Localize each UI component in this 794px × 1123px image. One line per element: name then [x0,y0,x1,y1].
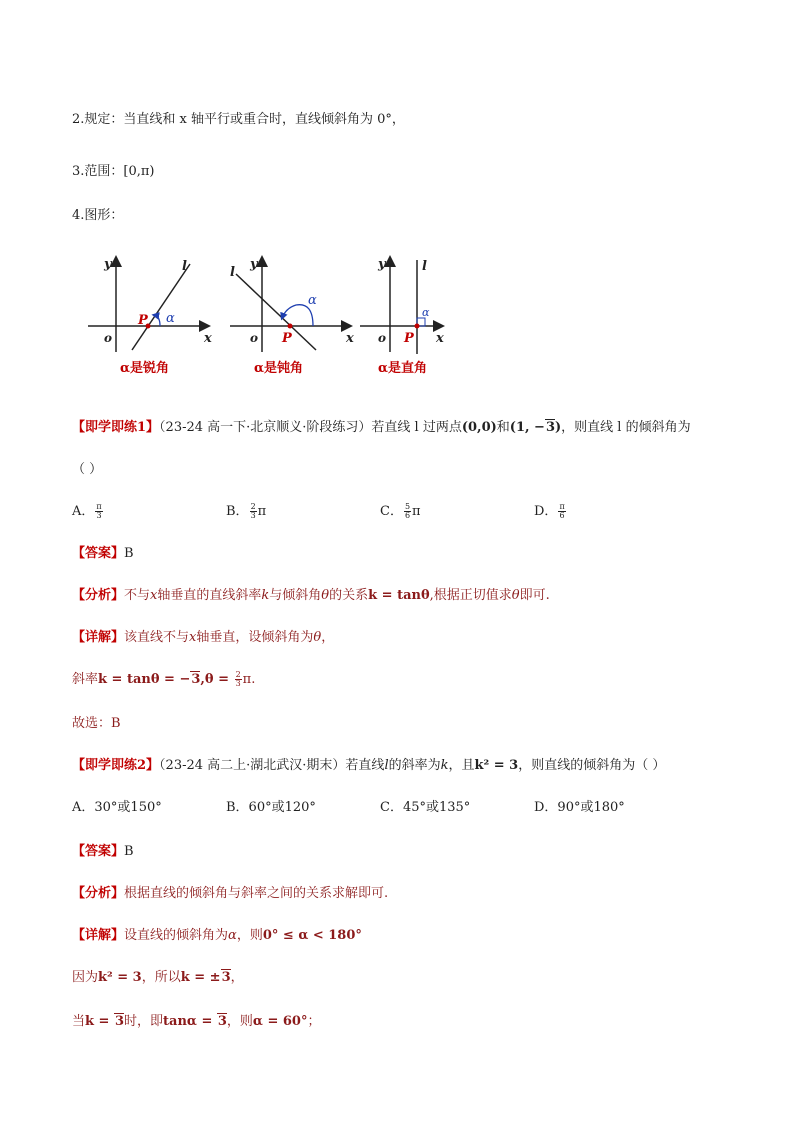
q1-paren: （ ） [72,462,103,477]
q1-stem: 【即学即练1】（23-24 高一下·北京顺义·阶段练习）若直线 l 过两点(0,0)和(1, −3)，则直线 l 的倾斜角为 [72,420,691,435]
caption-acute: α是锐角 [120,361,170,376]
rule-4: 4.图形： [72,208,124,223]
q2-detail: 【详解】设直线的倾斜角为α，则0° ≤ α < 180° [72,928,362,943]
q1-analysis: 【分析】不与x轴垂直的直线斜率k与倾斜角θ的关系k = tanθ,根据正切值求θ即可. [72,588,550,603]
q1-slope: 斜率k = tanθ = −3,θ = $\frac{2}{3}$ π. [72,670,256,688]
svg-text:o: o [378,331,387,345]
rule-3: 3.范围：[0,π) [72,164,155,179]
q2-answer: 【答案】B [72,844,134,859]
alpha-label: α [166,311,175,326]
svg-text:P: P [404,331,414,346]
q2-when: 当k = 3时，即tanα = 3，则α = 60°； [72,1014,321,1029]
q2-stem: 【即学即练2】（23-24 高二上·湖北武汉·期末）若直线l的斜率为k，且k² = 3，则直线的倾斜角为（ ） [72,758,666,773]
svg-text:o: o [250,331,259,345]
x-label: x [204,331,212,346]
q1-answer: 【答案】B [72,546,134,561]
q2-option-a[interactable]: A．30°或150° [72,800,162,815]
figure-right [356,250,496,380]
svg-text:y: y [250,257,258,272]
line-l [132,264,190,350]
q2-analysis: 【分析】根据直线的倾斜角与斜率之间的关系求解即可. [72,886,389,901]
svg-text:l: l [230,265,235,280]
y-label: y [104,257,112,272]
q1-option-b[interactable]: B． $\frac{2}{3}$ π [226,502,267,520]
q1-option-a[interactable]: A． $\frac{\pi}{3}$ [72,502,102,520]
q2-because: 因为k² = 3，所以k = ±3， [72,970,244,985]
rule-2: 2.规定：当直线和 x 轴平行或重合时，直线倾斜角为 0°， [72,112,405,127]
q2-option-c[interactable]: C．45°或135° [380,800,471,815]
q2-option-b[interactable]: B．60°或120° [226,800,316,815]
q1-option-c[interactable]: C． $\frac{5}{6}$ π [380,502,421,520]
figure-obtuse [222,250,362,380]
svg-text:x: x [436,331,444,346]
caption-obtuse: α是钝角 [254,361,304,376]
q2-option-d[interactable]: D．90°或180° [534,800,625,815]
p-label: P [138,313,148,328]
svg-text:y: y [378,257,386,272]
q1-choose: 故选：B [72,716,121,731]
svg-text:P: P [282,331,292,346]
origin-label: o [104,331,113,345]
caption-right: α是直角 [378,361,428,376]
svg-text:α: α [308,293,317,308]
svg-text:l: l [422,259,427,274]
q1-detail: 【详解】该直线不与x轴垂直，设倾斜角为θ， [72,630,335,645]
l-label: l [182,259,187,274]
svg-text:α: α [422,306,430,319]
svg-text:x: x [346,331,354,346]
q1-option-d[interactable]: D． $\frac{\pi}{6}$ [534,502,565,520]
figure-acute [80,250,220,380]
